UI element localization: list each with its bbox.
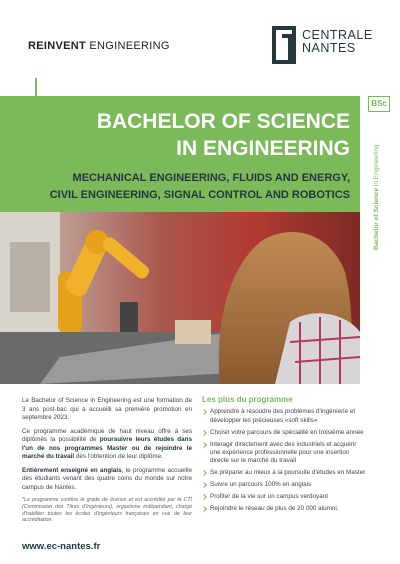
logo-line-1: CENTRALE (302, 28, 373, 42)
centrale-nantes-logo (272, 26, 373, 66)
centrale-nantes-mark-icon (272, 26, 296, 64)
lab-photo (0, 212, 360, 384)
vertical-program-label: Bachelor of Science in Engineering (373, 144, 380, 250)
highlights-heading: Les plus du programme (202, 395, 293, 404)
accreditation-note: *Le programme confère le grade de licence et est accrédité par la CTI (Commission des Titres d'Ingénieurs), organisme indépendant, chargé d'habiliter toutes les écoles d'ingénieurs françaises en vue de leur accréditation. (22, 497, 192, 524)
career-paragraph: Ce programme académique de haut niveau offre à ses diplômés la possibilité de poursuivre leurs études dans l'un de nos programmes Master ou de rejoindre le marché du travail dès l'obtention de leur diplôme. (22, 427, 192, 460)
bsc-badge: BSc (368, 96, 390, 112)
title-banner (0, 96, 360, 212)
reinvent-engineering-logo: REINVENT ENGINEERING (28, 40, 170, 52)
highlight-item: Choisir votre parcours de spécialité en troisième année (202, 429, 367, 437)
highlight-item: Rejoindre le réseau de plus de 20 000 alumni. (202, 505, 367, 513)
highlight-item: Se préparer au mieux à la poursuite d'études en Master (202, 469, 367, 477)
highlight-item: Apprendre à résoudre des problèmes d'ingénierie et développer les précieuses «soft skills» (202, 408, 367, 425)
page-title: BACHELOR OF SCIENCE IN ENGINEERING (96, 110, 350, 160)
program-description (22, 397, 192, 529)
highlight-item: Interagir directement avec des industriels et acquérir une expérience professionnelle pour une insertion directe sur le marché du travail (202, 441, 367, 466)
highlight-item: Suivre un parcours 100% en anglais (202, 481, 367, 489)
page-subtitle: MECHANICAL ENGINEERING, FLUIDS AND ENERGY, CIVIL ENGINEERING, SIGNAL CONTROL AND ROBOTICS (49, 172, 350, 201)
accent-line (35, 78, 37, 96)
program-highlights (202, 396, 367, 517)
language-paragraph: Entièrement enseigné en anglais, le programme accueille des étudiants venant des quatre coins du monde sur notre campus de Nantes. (22, 466, 192, 491)
logo-line-2: NANTES (302, 41, 356, 55)
website-link[interactable]: www.ec-nantes.fr (22, 541, 101, 552)
highlight-item: Profiter de la vie sur un campus verdoyant (202, 493, 367, 501)
intro-paragraph: Le Bachelor of Science in Engineering est une formation de 3 ans post-bac qui a accueilli sa première promotion en septembre 2023. (22, 397, 192, 421)
